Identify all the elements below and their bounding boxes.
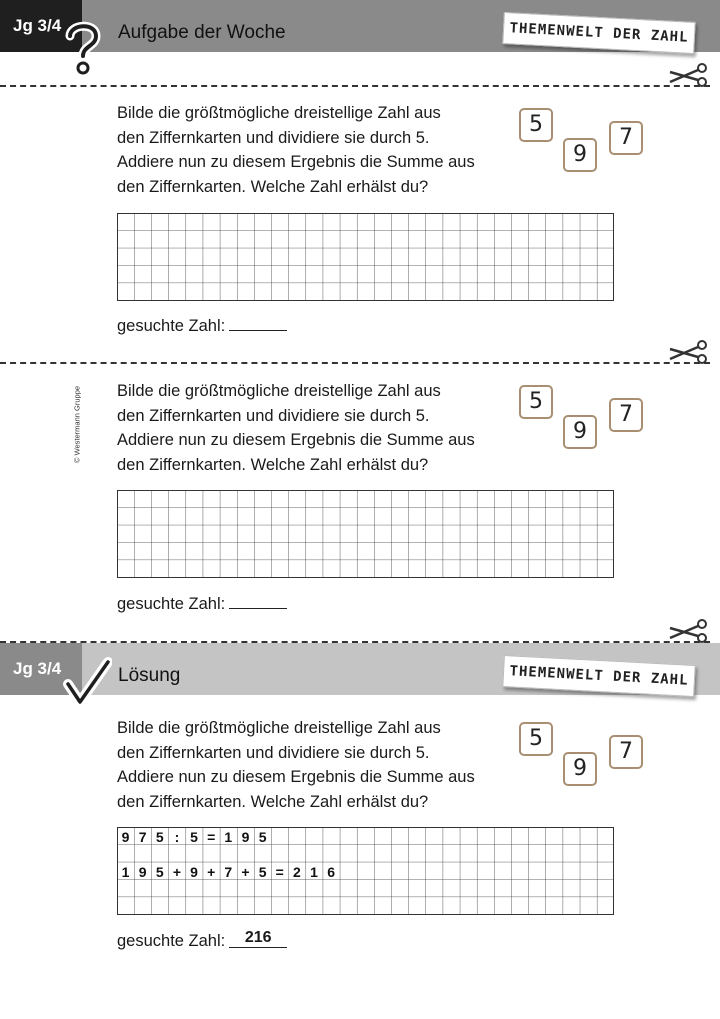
- digit-card: 9: [563, 752, 597, 786]
- copyright-note: © Westermann Gruppe: [72, 385, 82, 464]
- answer-field: [117, 929, 287, 952]
- solution-symbol: =: [207, 829, 216, 845]
- solution-symbol: :: [174, 829, 180, 845]
- task-line: den Ziffernkarten. Welche Zahl erhälst du?: [117, 455, 429, 474]
- solution-symbol: 7: [138, 829, 147, 845]
- grade-badge: Jg 3/4: [0, 643, 82, 695]
- digit-card: 7: [609, 735, 643, 769]
- solution-symbol: 5: [258, 829, 267, 845]
- grade-badge: Jg 3/4: [0, 0, 82, 52]
- answer-label: gesuchte Zahl:: [117, 932, 226, 950]
- task-line: Addiere nun zu diesem Ergebnis die Summe aus: [117, 431, 475, 449]
- calculation-grid[interactable]: [117, 490, 614, 578]
- solution-symbol: 9: [121, 829, 130, 845]
- solution-symbol: 9: [138, 864, 147, 880]
- task-line: Bilde die größtmögliche dreistellige Zahl aus: [117, 382, 441, 400]
- answer-blank[interactable]: [229, 316, 287, 331]
- solution-symbol: 9: [241, 829, 250, 845]
- task-line: Addiere nun zu diesem Ergebnis die Summe aus: [117, 768, 475, 786]
- scissors-icon: [668, 62, 710, 88]
- task-text: [117, 716, 475, 814]
- solution-symbol: 6: [327, 864, 336, 880]
- checkmark-icon: [62, 656, 112, 710]
- solution-symbol: 1: [310, 864, 318, 880]
- solution-symbol: +: [172, 864, 181, 880]
- answer-field: [117, 316, 287, 336]
- solution-symbol: +: [207, 864, 216, 880]
- cut-line: [0, 85, 710, 87]
- task-line: Bilde die größtmögliche dreistellige Zahl aus: [117, 719, 441, 737]
- page-title: Aufgabe der Woche: [118, 22, 286, 43]
- solution-title: Lösung: [118, 665, 181, 686]
- task-line: den Ziffernkarten. Welche Zahl erhälst du?: [117, 792, 429, 811]
- cut-line: [0, 362, 710, 364]
- solution-symbol: 9: [190, 864, 198, 880]
- task-line: den Ziffernkarten und dividiere sie durch 5.: [117, 128, 430, 147]
- calculation-grid[interactable]: [117, 213, 614, 301]
- solution-symbol: =: [275, 864, 284, 880]
- task-line: Bilde die größtmögliche dreistellige Zahl aus: [117, 104, 441, 122]
- digit-card: 9: [563, 138, 597, 172]
- solution-symbol: 5: [190, 829, 198, 845]
- task-line: Addiere nun zu diesem Ergebnis die Summe aus: [117, 153, 475, 171]
- task-text: [117, 379, 475, 477]
- solution-symbol: 7: [224, 864, 233, 880]
- digit-card: 7: [609, 398, 643, 432]
- answer-field: [117, 594, 287, 614]
- digit-card: 5: [519, 108, 553, 142]
- solution-symbol: 5: [155, 829, 164, 845]
- solution-symbol: 1: [121, 864, 130, 880]
- answer-value: 216: [229, 929, 287, 948]
- task-line: den Ziffernkarten. Welche Zahl erhälst du?: [117, 177, 429, 196]
- scissors-icon: [668, 618, 710, 644]
- answer-label: gesuchte Zahl:: [117, 595, 226, 613]
- digit-card: 7: [609, 121, 643, 155]
- scissors-icon: [668, 339, 710, 365]
- solution-symbol: 5: [258, 864, 267, 880]
- solution-symbol: 5: [155, 864, 164, 880]
- question-mark-icon: [62, 18, 104, 76]
- task-line: den Ziffernkarten und dividiere sie durch 5.: [117, 406, 430, 425]
- solution-symbol: +: [241, 864, 250, 880]
- digit-card: 5: [519, 722, 553, 756]
- solution-symbol: 1: [224, 829, 233, 845]
- theme-label: THEMENWELT DER ZAHL: [502, 12, 695, 54]
- theme-label: THEMENWELT DER ZAHL: [502, 655, 695, 697]
- digit-card: 5: [519, 385, 553, 419]
- task-text: [117, 101, 475, 199]
- task-line: den Ziffernkarten und dividiere sie durch 5.: [117, 743, 430, 762]
- solution-symbol: 2: [292, 864, 301, 880]
- digit-card: 9: [563, 415, 597, 449]
- answer-label: gesuchte Zahl:: [117, 317, 226, 335]
- answer-blank[interactable]: [229, 594, 287, 609]
